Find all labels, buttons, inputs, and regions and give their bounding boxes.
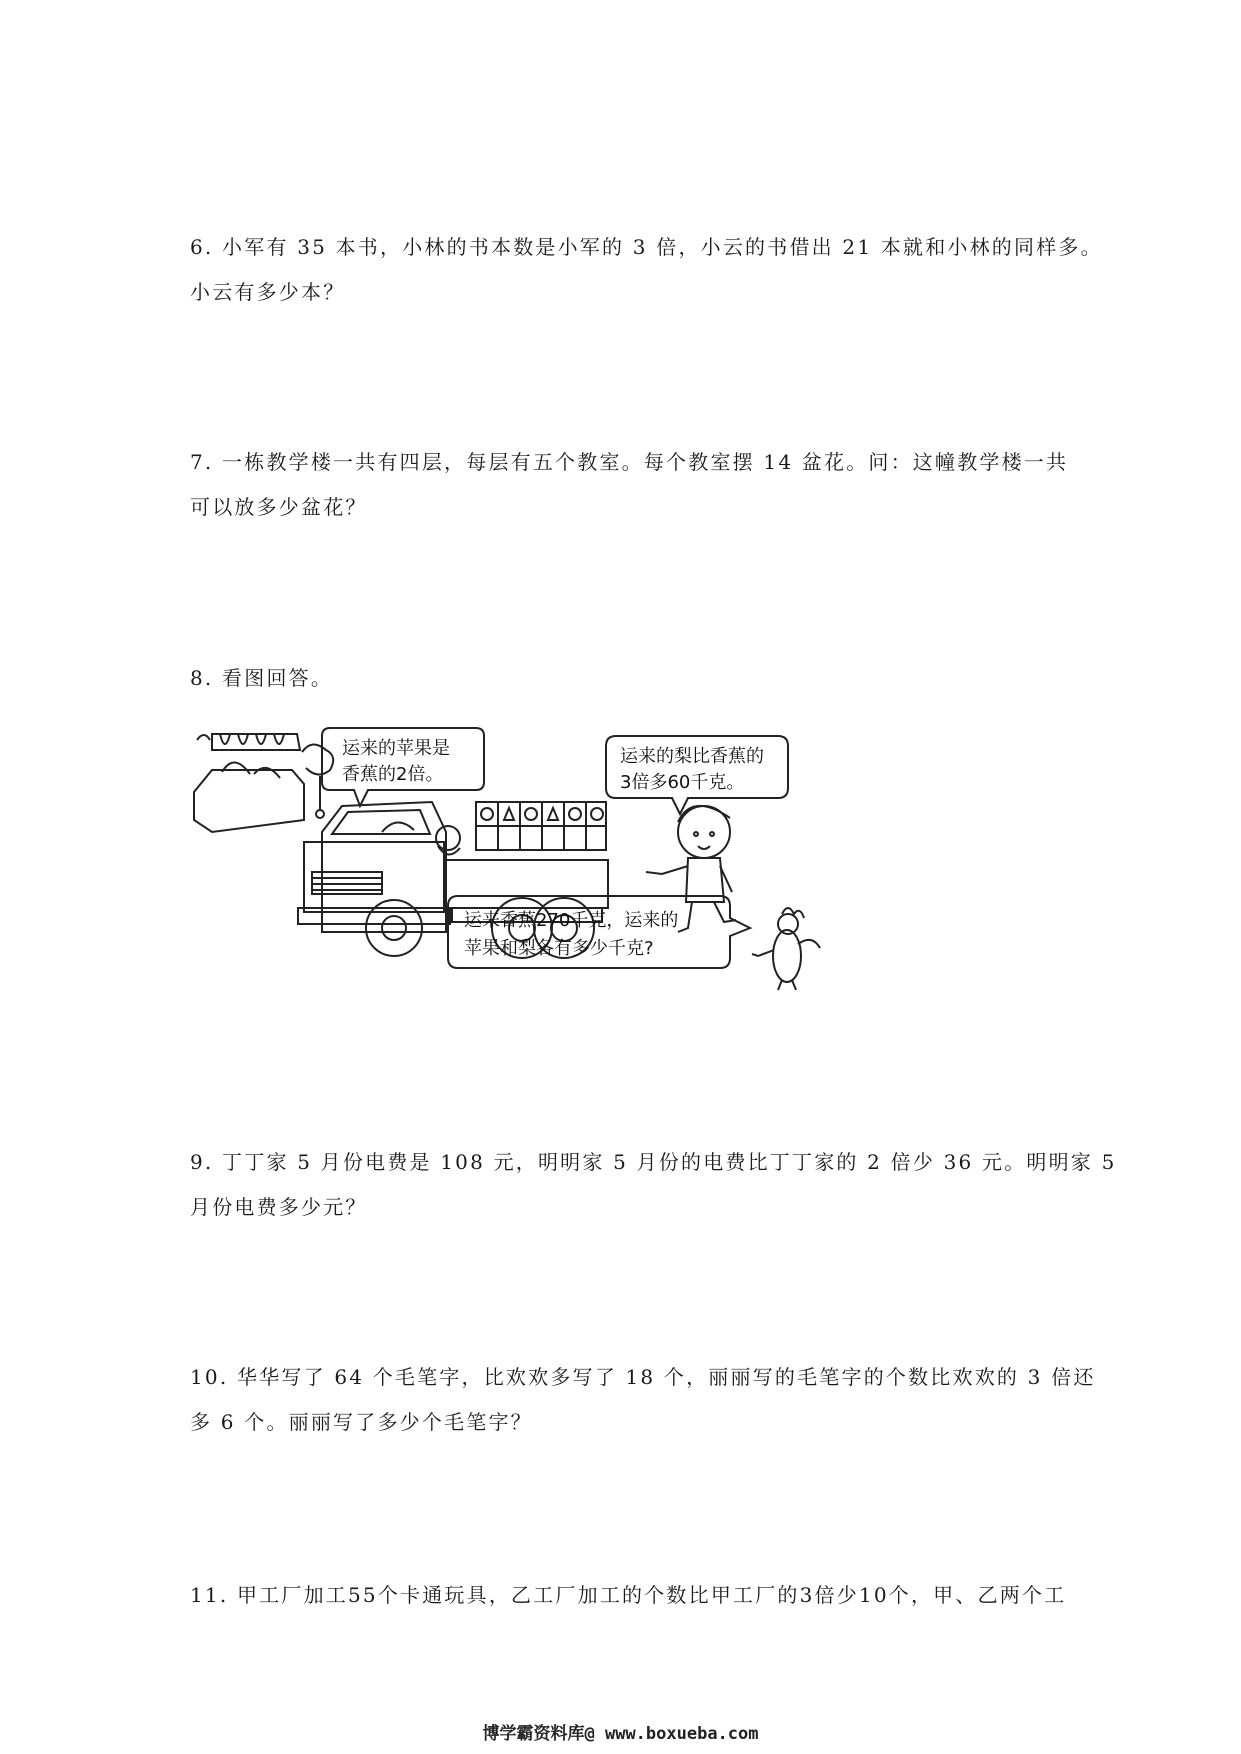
problem-7-line-2: 可以放多少盆花？ xyxy=(190,495,368,519)
problem-11-line-1: 11. 甲工厂加工55个卡通玩具，乙工厂加工的个数比甲工厂的3倍少10个，甲、乙两个工 xyxy=(190,1583,1067,1607)
footer-site: 博学霸资料库 xyxy=(482,1724,585,1744)
problem-9-line-1: 9. 丁丁家 5 月份电费是 108 元，明明家 5 月份的电费比丁丁家的 2 倍少 36 元。明明家 5 xyxy=(190,1150,1117,1174)
bubble-bottom-line-2: 苹果和梨各有多少千克? xyxy=(464,938,654,959)
market-stall-icon xyxy=(194,734,333,832)
problem-7-line-1: 7. 一栋教学楼一共有四层，每层有五个教室。每个教室摆 14 盆花。问：这幢教学楼一共 xyxy=(190,450,1069,474)
bubble-bottom-line-1: 运来香蕉270千克，运来的 xyxy=(464,910,679,931)
bubble-truck-line-1: 运来的苹果是 xyxy=(342,738,450,759)
problem-10-line-1: 10. 华华写了 64 个毛笔字，比欢欢多写了 18 个，丽丽写的毛笔字的个数比欢欢的 3 倍还 xyxy=(190,1365,1096,1389)
truck-illustration xyxy=(192,722,892,1004)
bubble-boy-line-2: 3倍多60千克。 xyxy=(620,772,745,793)
page-footer xyxy=(0,1719,1241,1744)
problem-8-line-1: 8. 看图回答。 xyxy=(190,666,334,690)
rooster-icon xyxy=(752,908,820,990)
footer-url[interactable]: @ www.boxueba.com xyxy=(584,1724,759,1744)
problem-9-line-2: 月份电费多少元？ xyxy=(190,1195,368,1219)
bubble-boy-line-1: 运来的梨比香蕉的 xyxy=(620,746,764,767)
problem-6-line-2: 小云有多少本？ xyxy=(190,280,346,304)
truck-icon xyxy=(298,802,608,958)
bubble-truck-line-2: 香蕉的2倍。 xyxy=(342,764,444,785)
problem-6-line-1: 6. 小军有 35 本书，小林的书本数是小军的 3 倍，小云的书借出 21 本就和小林的同样多。 xyxy=(190,235,1103,259)
problem-10-line-2: 多 6 个。丽丽写了多少个毛笔字？ xyxy=(190,1410,533,1434)
